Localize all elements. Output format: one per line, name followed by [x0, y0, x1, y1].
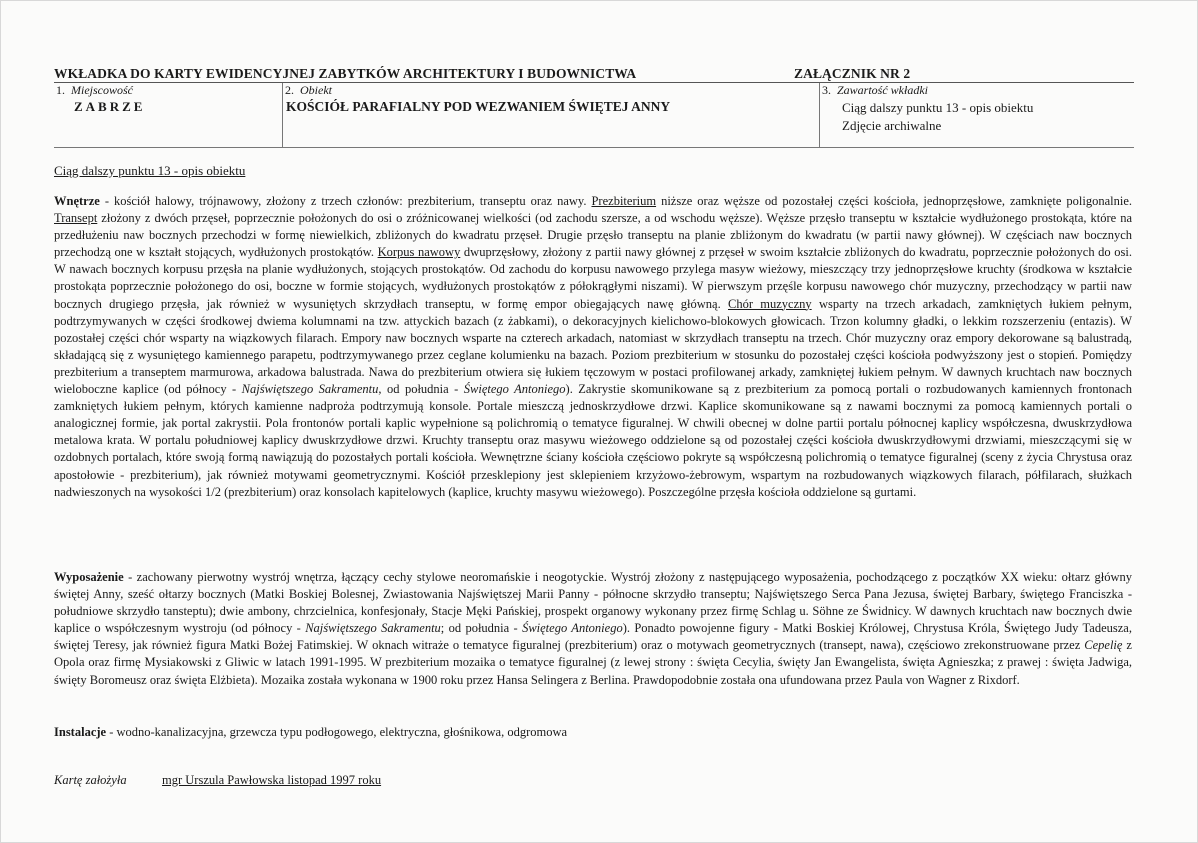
equipment-paragraph: Wyposażenie - zachowany pierwotny wystrój wnętrza, łączący cechy stylowe neoromańskie i neogotyckie. Wystrój złożony z następującego wyposażenia, pochodzącego z początków XX wieku: ołtarz główny świętej Anny, sześć ołtarzy bocznych (Matki Boskiej Bolesnej, Zwiastowania Najświętszej Marii Panny - północne skrzydło transeptu; Najświętszego Serca Pana Jezusa, świętej Barbary, świętego Franciszka - południowe skrzydło tansteptu); dwie ambony, chrzcielnica, konfesjonały, Stacje Męki Pańskiej, prospekt organowy wykonany przez firmę Schlag u. Söhne ze Świdnicy. W dawnych kruchtach naw bocznych dwie kaplice o współczesnym wystroju (od północy - Najświętszego Sakramentu; od południa - Świętego Antoniego). Ponadto powojenne figury - Matki Boskiej Królowej, Chrystusa Króla, Świętego Judy Tadeusza, świętej Teresy, jak również figura Matki Bożej Fatimskiej. W oknach witraże o tematyce figuralnej (prezbiterium) oraz o motywach geometrycznych (transept, nawa), częściowo zrekonstruowane przez Cepelię z Opola oraz firmę Mysiakowski z Gliwic w latach 1991-1995. W prezbiterium mozaika o tematyce figuralnej (z lewej strony : święta Cecylia, święty Jan Ewangelista, święta Agnieszka; z prawej : święta Jadwiga, święty Boromeusz oraz święta Elżbieta). Mozaika została wykonana w 1900 roku przez Hansa Selingera z Berlina. Prawdopodobnie została ona ufundowana przez Paula von Wagner z Rixdorf.	[54, 570, 1132, 687]
contents-label: 3. Zawartość wkładki	[822, 83, 929, 97]
annex-number: ZAŁĄCZNIK NR 2	[794, 66, 911, 81]
object-label: 2. Obiekt	[285, 83, 332, 97]
author-value: mgr Urszula Pawłowska listopad 1997 roku	[162, 773, 382, 787]
contents-value	[820, 99, 1135, 135]
object-value: KOŚCIÓŁ PARAFIALNY POD WEZWANIEM ŚWIĘTEJ ANNY	[286, 99, 671, 114]
equipment-label: Wyposażenie	[54, 570, 124, 584]
contents-line-2: Zdjęcie archiwalne	[842, 118, 942, 133]
info-table	[54, 83, 1134, 148]
object-cell	[282, 83, 820, 147]
locality-value: ZABRZE	[74, 99, 146, 114]
interior-label: Wnętrze	[54, 194, 100, 208]
card-author	[54, 773, 382, 788]
contents-line-1: Ciąg dalszy punktu 13 - opis obiektu	[842, 100, 1034, 115]
section-heading: Ciąg dalszy punktu 13 - opis obiektu	[54, 163, 246, 178]
document-title: WKŁADKA DO KARTY EWIDENCYJNEJ ZABYTKÓW ARCHITEKTURY I BUDOWNICTWA	[54, 66, 637, 81]
locality-label: 1. Miejscowość	[56, 83, 133, 97]
author-label: Kartę założyła	[54, 773, 127, 787]
installations-paragraph: Instalacje - wodno-kanalizacyjna, grzewcza typu podłogowego, elektryczna, głośnikowa, odgromowa	[54, 725, 568, 739]
installations-label: Instalacje	[54, 725, 107, 739]
locality-cell	[54, 83, 282, 147]
document-header	[54, 65, 1134, 83]
interior-paragraph: Wnętrze - kościół halowy, trójnawowy, złożony z trzech członów: prezbiterium, transeptu oraz nawy. Prezbiterium niższe oraz węższe od pozostałej części kościoła, jednoprzęsłowe, zamknięte poligonalnie. Transept złożony z dwóch przęseł, poprzecznie położonych do osi o zróżnicowanej wielkości (od zachodu szersze, a od wschodu węższe). Węższe przęsło transeptu w kształcie wydłużonego prostokąta, które na przedłużeniu naw bocznych przechodzi w formę niewielkich, zbliżonych do kwadratu przęseł. Drugie przęsło transeptu na planie zbliżonym do kwadratu (w partii nawy głównej). W częściach naw bocznych przechodzą one w kształt stojących, wydłużonych prostokątów. Korpus nawowy dwuprzęsłowy, złożony z partii nawy głównej z przęseł w swoim kształcie zbliżonych do kwadratu, poprzecznie położonych do osi. W nawach bocznych korpusu przęsła na planie wydłużonych, stojących prostokątów. Od zachodu do korpusu nawowego przylega masyw wieżowy, mieszczący trzy jednoprzęsłowe kruchty (środkowa w kształcie prostokąta poprzecznie położonego do osi, boczne w formie stojących, wydłużonych prostokątów z półokrągłymi niszami). W pierwszym przęśle korpusu nawowego chór muzyczny, przechodzący w partii naw bocznych drugiego przęsła, jak również w wysuniętych skrzydłach transeptu, w formę empor obiegających nawę główną. Chór muzyczny wsparty na trzech arkadach, zamkniętych łukiem pełnym, podtrzymywanych w części środkowej dwiema kolumnami na tzw. attyckich bazach (z żabkami), o dekoracyjnych kielichowo-blokowych głowicach. Trzon kolumny gładki, o lekkim rozszerzeniu (entazis). W pozostałej części chór wsparty na wiązkowych filarach. Empory naw bocznych wsparte na czterech arkadach, natomiast w skrzydłach transeptu na trzech. Chór muzyczny oraz empory dekorowane są balustradą, składającą się z wysuniętego kamiennego parapetu, podtrzymywanego przez ceglane kolumienku na bazach. Poziom prezbiterium w stosunku do pozostałej części kościoła podwyższony jest o stopień. Pomiędzy prezbiterium a transeptem marmurowa, arkadowa balustrada. Nawa do prezbiterium otwiera się łukiem tęczowym w postaci profilowanej arkady, zamkniętej łukiem pełnym. W dawnych kruchtach naw bocznych wieloboczne kaplice (od północy - Najświętszego Sakramentu, od południa - Świętego Antoniego). Zakrystie skomunikowane są z prezbiterium za pomocą portali o rozbudowanych kamiennych frontonach zamkniętych łukiem pełnym, których kamienne nadproża podtrzymują konsole. Portale mieszczą jednoskrzydłowe drzwi. Kaplice skomunikowane są z nawami bocznymi za pomocą kamiennych portali o analogicznej formie, jak portal zakrystii. Pola frontonów portali kaplic wypełnione są polichromią o tematyce figuralnej. W chwili obecnej w dolne partii portalu północnej kaplicy współczesna, dwuskrzydłowa metalowa krata. W portalu południowej kaplicy dwuskrzydłowe drzwi. Kruchty transeptu oraz masywu wieżowego oddzielone są od pozostałej części kościoła dwuskrzydłowymi drzwiami, mieszczącymi się w ozdobnych portalach, które swoją formą nawiązują do pozostałych portali kościoła. Wewnętrzne ściany kościoła częściowo pokryte są współczesną polichromią o tematyce figuralnej (sceny z życia Chrystusa oraz apostołowie - prezbiterium), jak również motywami geometrycznymi. Kościół przesklepiony jest sklepieniem krzyżowo-żebrowym, wspartym na rozbudowanych wiązkowych filarach, półfilarach, służkach nadwieszonych na wysokości 1/2 (prezbiterium) oraz konsolach kapitelowych (kaplice, kruchty masywu wieżowego). Poszczególne przęsła kościoła oddzielone są gurtami.	[54, 194, 1132, 499]
contents-cell	[819, 83, 1135, 147]
